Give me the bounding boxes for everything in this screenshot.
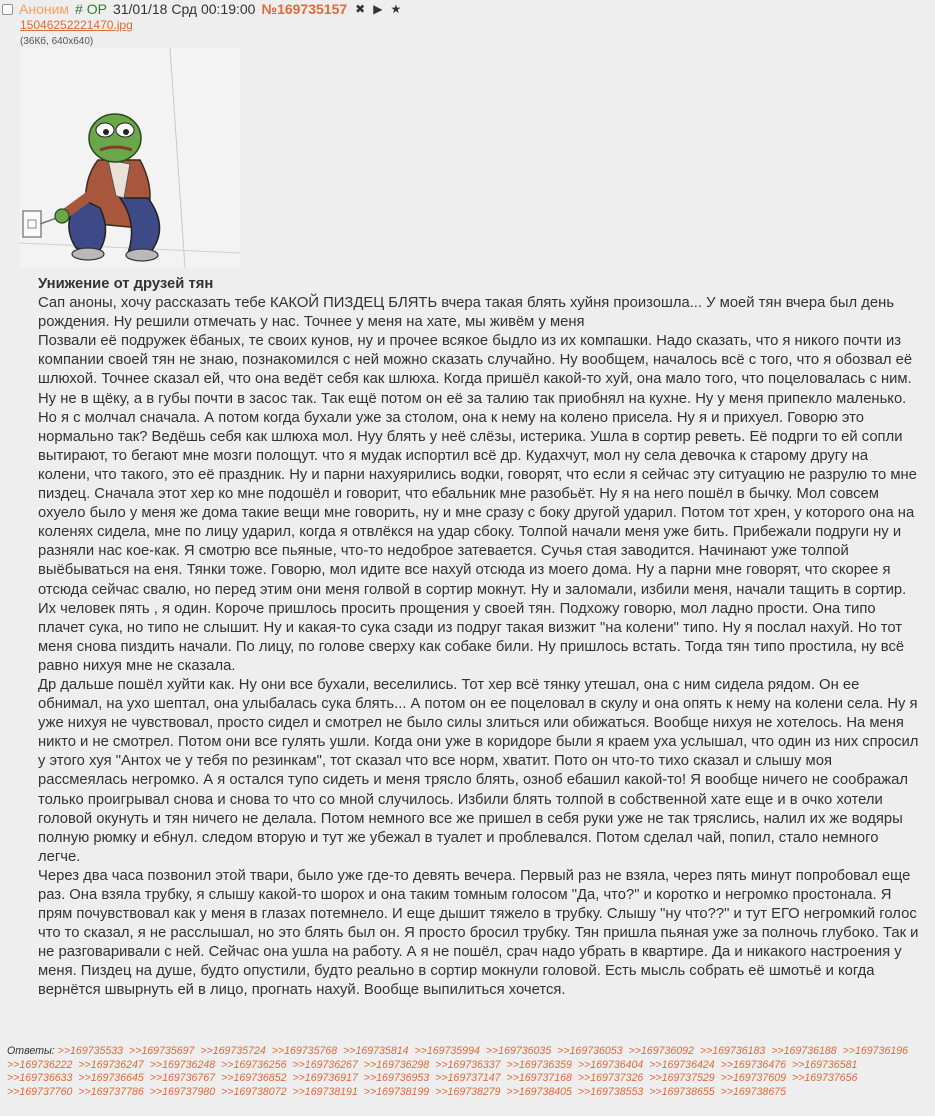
reply-link[interactable]: >>169738655 — [649, 1086, 715, 1099]
reply-link[interactable]: >>169737760 — [7, 1086, 73, 1099]
reply-link[interactable]: >>169736183 — [699, 1045, 766, 1057]
reply-link[interactable]: >>169737786 — [78, 1086, 144, 1099]
reply-link[interactable]: >>169736092 — [628, 1045, 694, 1057]
reply-link[interactable]: >>169736645 — [78, 1072, 144, 1085]
sad-frog-illustration — [20, 48, 240, 268]
reply-link[interactable]: >>169738279 — [435, 1086, 501, 1099]
replies-list — [7, 1045, 927, 1100]
reply-link[interactable]: >>169736852 — [221, 1072, 287, 1085]
replies-label: Ответы: — [7, 1045, 55, 1057]
reply-link[interactable]: >>169738072 — [221, 1086, 287, 1099]
reply-link[interactable]: >>169735814 — [343, 1045, 409, 1057]
reply-link[interactable]: >>169738405 — [506, 1086, 572, 1099]
reply-link[interactable]: >>169736359 — [506, 1058, 572, 1071]
reply-link[interactable]: >>169736267 — [292, 1058, 358, 1071]
post-date: 31/01/18 Срд 00:19:00 — [112, 1, 256, 17]
play-icon[interactable]: ▶ — [373, 2, 383, 16]
reply-link[interactable]: >>169735697 — [129, 1045, 195, 1057]
post-select-checkbox[interactable] — [2, 4, 13, 15]
reply-link[interactable]: >>169738199 — [363, 1086, 430, 1099]
reply-link[interactable]: >>169738553 — [577, 1086, 644, 1099]
reply-link[interactable]: >>169736053 — [557, 1045, 623, 1057]
reply-link[interactable]: >>169737326 — [577, 1072, 644, 1085]
post-paragraph: Позвали её подружек ёбаных, те своих кунов, ну и прочее всякое быдло из их компашки. Надо сказать, что я никого почти из компании своей тян не знаю, познакомился с ней можно сказать случайно. Ну вообщем, началось всё с того, что я обозвал её шлюхой. Точнее сказал ей, что она ведёт себя как шлюха. Когда пришёл какой-то хуй, она мало того, что поцеловалась с ним. Ну не в щёку, а в губы почти в засос так. Так ещё потом он её за талию так приобнял на кухне. Ну у меня припекло маленько. Но я с молчал сначала. А потом когда бухали уже за столом, она к нему на колено присела. Ну я и прихуел. Говорю это нормально так? Ведёшь себя как шлюха мол. Нуу блять у неё слёзы, истерика. Ушла в сортир реветь. Её подрги то ей сопли вытирают, то бегают мне мозги полощут. что я мудак испортил всё др. Кудахчут, мол ну села девочка к старому другу на колени, что такого, это её праздник. Ну и парни нахуярились водки, говорят, что если я сейчас эту ситуацию не разрулю то мне пиздец. Сначала этот хер ко мне подошёл и говорит, что ебальник мне разобьёт. Ну я на него пошёл в бычку. Мол совсем охуело было у меня же дома такие вещи мне говорить, ну и мне сразу с боку другой ударил. Потом тот хрен, у которого она на коленях сидела, мне по лицу ударил, когда я отвлёкся на удар сбоку. Толпой начали меня уже бить. Прибежали подруги ну и разняли нас кое-как. Я смотрю все пьяные, что-то недоброе затевается. Сучья стая заводится. Начинают уже толпой выёбываться на еня. Тянки тоже. Говорю, мол идите все нахуй отсюда из моего дома. Ну а парни мне говорят, что скорее я отсюда сейчас свалю, но перед этим они меня голвой в сортир мокнут. Ну и заломали, избили меня, начали тащить в сортир. Их человек пять , я один. Короче пришлось просить прощения у своей тян. Подхожу говорю, мол ладно прости. Она типо плачет сука, но типо не слышит. Ну и какая-то сука сзади из подруг такая визжит "на колени" типо. Ну я послал нахуй. Но тот меня снова пиздить начали. По лицу, по голове сверху как собаке били. Ну пришлось встать. Тогда тян типо простила, ну всё равно нихуя мне не сказала. — [38, 333, 917, 674]
post-paragraph: Сап аноны, хочу рассказать тебе КАКОЙ ПИЗДЕЦ БЛЯТЬ вчера такая блять хуйня произошла... У моей тян вчера был день рождения. Ну решили отмечать у нас. Точнее у меня на хате, мы живём у меня — [38, 295, 895, 331]
reply-link[interactable]: >>169738675 — [720, 1086, 786, 1099]
author-name: Аноним — [19, 1, 70, 17]
post-subject: Унижение от друзей тян — [38, 276, 214, 292]
post-number-link[interactable]: №169735157 — [261, 1, 348, 17]
close-icon[interactable]: ✖ — [355, 2, 366, 16]
post-paragraph: Через два часа позвонил этой твари, было уже где-то девять вечера. Первый раз не взяла, через пять минут попробовал еще раз. Она взяла трубку, я слышу какой-то шорох и она таким томным голосом "Да, что?" и коротко и негромко простонала. Я прям почувствовал как у меня в глазах потемнело. И еще дышит тяжело в трубку. Слышу "ну что??" и тут ЕГО негромкий голос что то сказал, я не расслышал, но это блять был он. Я просто бросил трубку. Тян пришла пьяная уже за полночь глубоко. Так и не разговаривали с ней. Сейчас она ушла на работу. А я не пошёл, срач надо убрать в квартире. Да и никакого настроения у меня. Пиздец на душе, будто опустили, будто реально в сортир мокнули головой. Есть мысль собрать её шмотьё и когда вернётся швырнуть ей в лицо, прогнать нахуй. Вообще выпилиться хочется. — [38, 867, 919, 999]
reply-link[interactable]: >>169736035 — [485, 1045, 552, 1057]
post-paragraph: Др дальше пошёл хуйти как. Ну они все бухали, веселились. Тот хер всё тянку утешал, она с ним сидела рядом. Он ее обнимал, на ухо шептал, она улыбалась сука блять... А потом он ее поцеловал в скулу и она опять к нему на колени села. Ну я уже нихуя не чувствовал, просто сидел и смотрел не было силы злиться или обижаться. Вообще нихуя не хотелось. На меня никто и не смотрел. Потом они все гулять ушли. Когда они уже в коридоре были я краем уха услышал, что один из них спросил у этого хуя "Антох че у тебя по резинкам", тот сказал что все норм, хватит. Пото он что-то тихо сказал и слышу моя рассмеялась негромко. А я остался тупо сидеть и меня трясло блять, озноб ебашил какой-то! Я вообще ничего не соображал только проигрывал снова и снова то что со мной случилось. Избили блять толпой в собственной хате еще и в очко хотели головой окунуть и тян ничего не делала. Потом немного все же пришел в себя руки уже не так тряслись, налил их же водяры полную рюмку и ебнул. следом вторую и тут же убежал в туалет и проблевался. Потом сделал чай, попил, стало немного легче. — [38, 676, 919, 865]
post-image-thumbnail[interactable] — [20, 48, 240, 268]
reply-link[interactable]: >>169735533 — [57, 1045, 124, 1057]
reply-link[interactable]: >>169736298 — [363, 1058, 430, 1071]
reply-link[interactable]: >>169736633 — [7, 1072, 73, 1085]
file-name-link[interactable]: 15046252221470.jpg — [20, 18, 133, 32]
reply-link[interactable]: >>169736256 — [221, 1058, 287, 1071]
reply-link[interactable]: >>169736337 — [435, 1058, 501, 1071]
reply-link[interactable]: >>169736917 — [292, 1072, 358, 1085]
reply-link[interactable]: >>169736248 — [149, 1058, 216, 1071]
reply-link[interactable]: >>169735768 — [271, 1045, 338, 1057]
reply-link[interactable]: >>169738191 — [292, 1086, 358, 1099]
reply-link[interactable]: >>169736188 — [771, 1045, 837, 1057]
reply-link[interactable]: >>169735724 — [200, 1045, 266, 1057]
reply-link[interactable]: >>169737168 — [506, 1072, 572, 1085]
post-header — [2, 0, 401, 18]
reply-link[interactable]: >>169737656 — [791, 1072, 858, 1085]
reply-link[interactable]: >>169736247 — [78, 1058, 144, 1071]
file-info — [20, 18, 133, 49]
star-icon[interactable]: ★ — [390, 2, 402, 16]
reply-link[interactable]: >>169736476 — [720, 1058, 786, 1071]
reply-link[interactable]: >>169736424 — [649, 1058, 715, 1071]
reply-link[interactable]: >>169737980 — [149, 1086, 216, 1099]
reply-link[interactable]: >>169736767 — [149, 1072, 216, 1085]
post-body — [38, 275, 923, 1001]
op-trip: # OP — [75, 1, 107, 17]
reply-link[interactable]: >>169736222 — [7, 1058, 73, 1071]
reply-link[interactable]: >>169737529 — [649, 1072, 715, 1085]
reply-link[interactable]: >>169737609 — [720, 1072, 786, 1085]
reply-link[interactable]: >>169735994 — [414, 1045, 480, 1057]
file-meta: (36Кб, 640x640) — [20, 36, 94, 47]
reply-link[interactable]: >>169736953 — [363, 1072, 430, 1085]
reply-link[interactable]: >>169737147 — [435, 1072, 501, 1085]
reply-link[interactable]: >>169736404 — [577, 1058, 644, 1071]
reply-link[interactable]: >>169736196 — [842, 1045, 909, 1057]
reply-link[interactable]: >>169736581 — [791, 1058, 858, 1071]
